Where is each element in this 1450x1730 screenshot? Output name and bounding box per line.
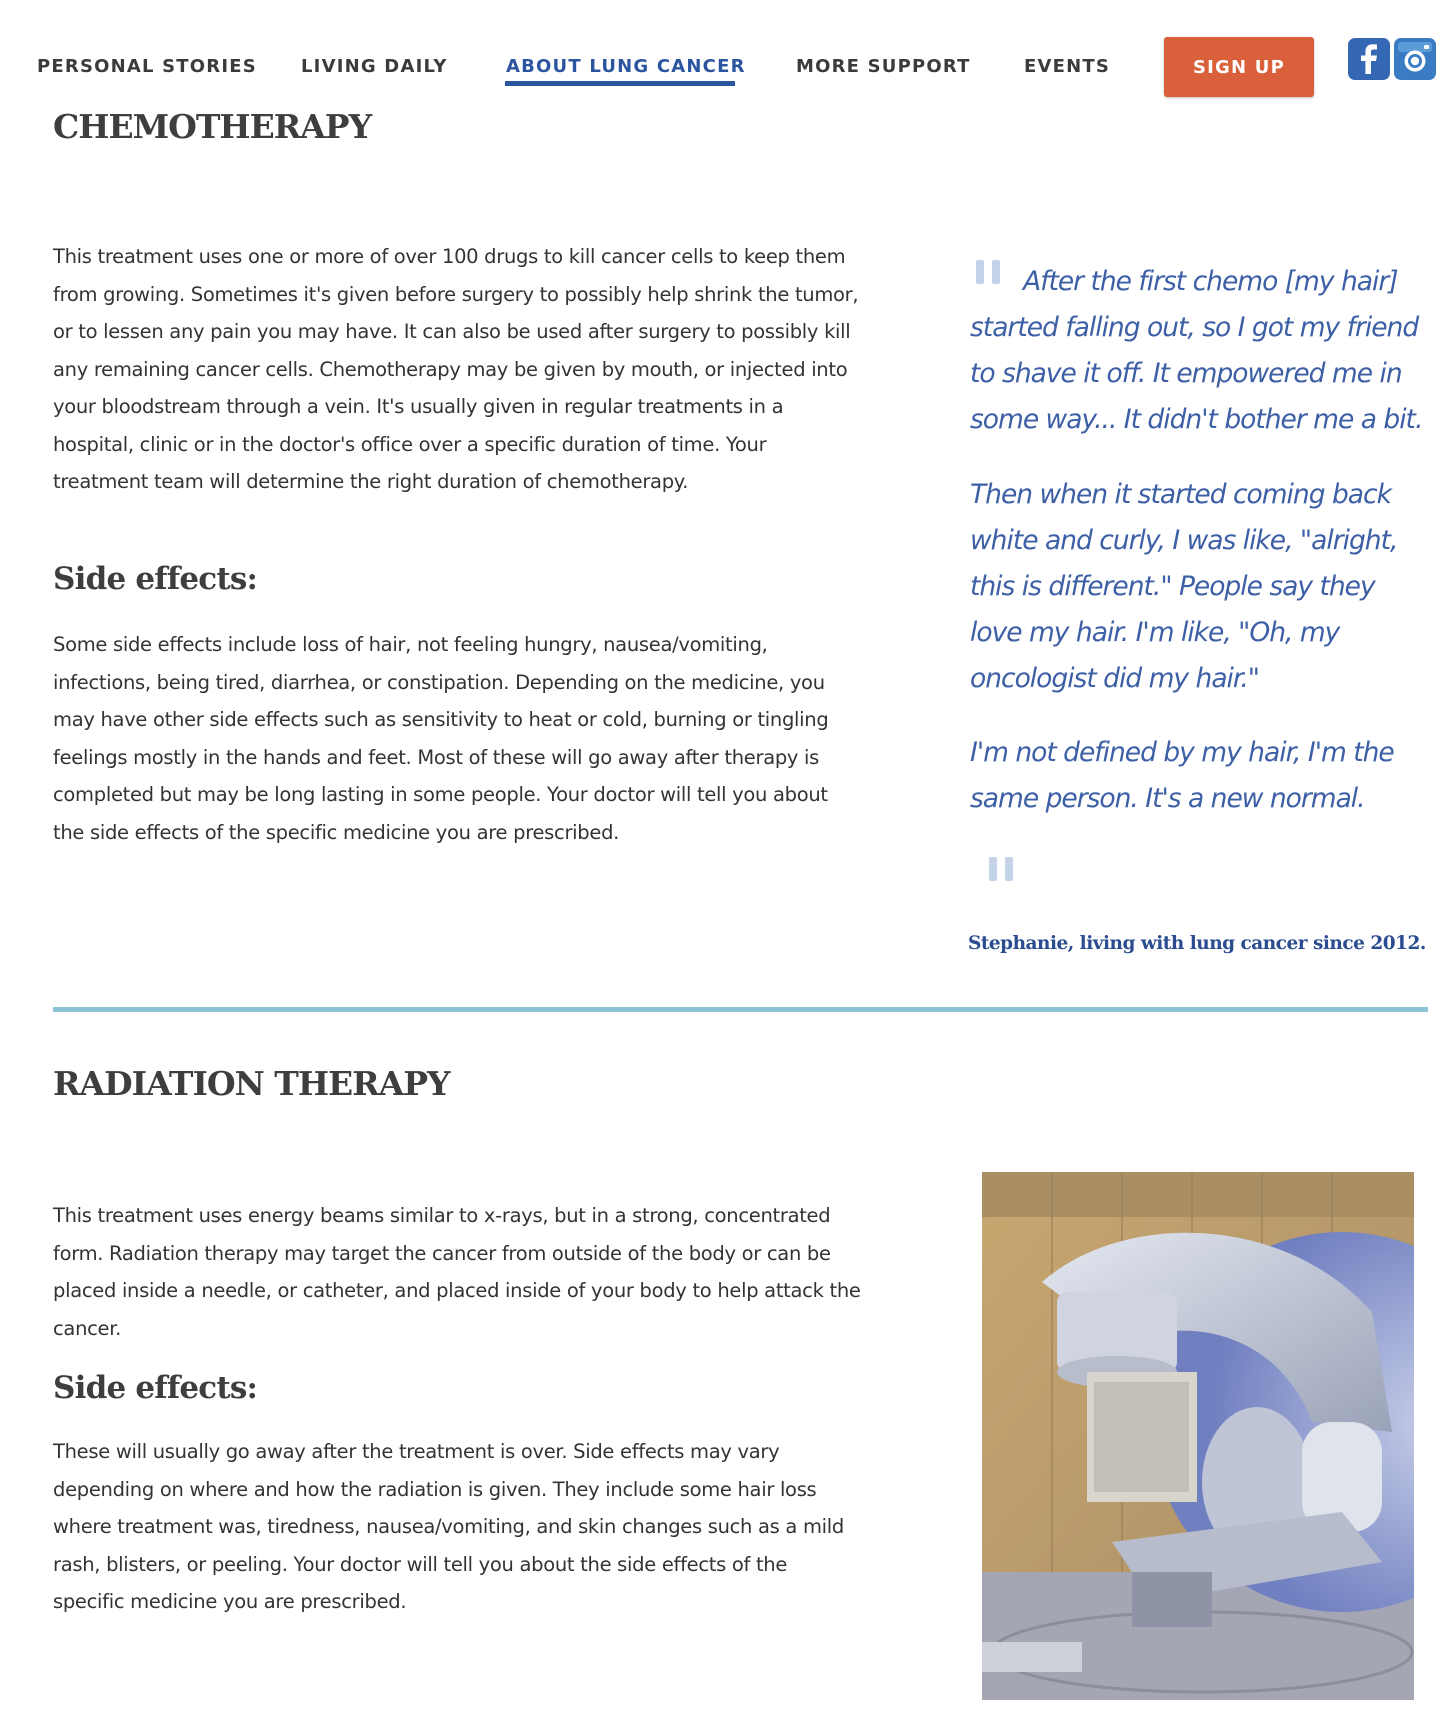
nav-personal-stories[interactable]: PERSONAL STORIES bbox=[37, 56, 257, 77]
chemo-side-effects-body: Some side effects include loss of hair, not feeling hungry, nausea/vomiting, infections, being tired, diarrhea, or constipation. Depending on the medicine, you may have other side effects such as sensitivity to heat or cold, burning or tingling feelings mostly in the hands and feet. Most of these will go away after therapy is completed but may be long lasting in some people. Your doctor will tell you about the side effects of the specific medicine you are prescribed. bbox=[53, 633, 829, 844]
section-divider bbox=[53, 1007, 1428, 1012]
nav-more-support[interactable]: MORE SUPPORT bbox=[796, 56, 971, 77]
close-quote-icon bbox=[986, 857, 1022, 885]
nav-active-underline bbox=[505, 81, 735, 86]
radiation-side-effects-title: Side effects: bbox=[53, 1370, 258, 1406]
nav-living-daily[interactable]: LIVING DAILY bbox=[301, 56, 448, 77]
chemotherapy-body: This treatment uses one or more of over 100 drugs to kill cancer cells to keep them from growing. Sometimes it's given before surgery to possibly help shrink the tumor, or to lessen any pain you may have. It can also be used after surgery to possibly kill any remaining cancer cells. Chemotherapy may be given by mouth, or injected into your bloodstream through a vein. It's usually given in regular treatments in a hospital, clinic or in the doctor's office over a specific duration of time. Your treatment team will determine the right duration of chemotherapy. bbox=[53, 245, 859, 493]
quote-attribution: Stephanie, living with lung cancer since 2012. bbox=[968, 933, 1426, 954]
nav-events[interactable]: EVENTS bbox=[1024, 56, 1111, 77]
nav-about-lung-cancer[interactable]: ABOUT LUNG CANCER bbox=[506, 56, 746, 77]
quote-paragraph-3: I'm not defined by my hair, I'm the same person. It's a new normal. bbox=[970, 737, 1394, 814]
radiation-body: This treatment uses energy beams similar to x-rays, but in a strong, concentrated form. Radiation therapy may target the cancer from outside of the body or can be placed inside a needle, or catheter, and placed inside of your body to help attack the cancer. bbox=[53, 1204, 861, 1340]
chemotherapy-title: CHEMOTHERAPY bbox=[53, 107, 372, 146]
instagram-icon[interactable] bbox=[1394, 38, 1436, 80]
quote-paragraph-1: After the first chemo [my hair] started falling out, so I got my friend to shave it off. It empowered me in some way... It didn't bother me a bit. bbox=[970, 266, 1423, 435]
chemo-side-effects-title: Side effects: bbox=[53, 561, 258, 597]
radiation-machine-photo bbox=[982, 1172, 1414, 1700]
quote-paragraph-2: Then when it started coming back white and curly, I was like, "alright, this is different." People say they love my hair. I'm like, "Oh, my oncologist did my hair." bbox=[970, 479, 1398, 694]
facebook-icon[interactable] bbox=[1348, 38, 1390, 80]
top-nav bbox=[0, 0, 1450, 110]
sign-up-button[interactable]: SIGN UP bbox=[1164, 37, 1314, 97]
radiation-side-effects-body: These will usually go away after the treatment is over. Side effects may vary depending on where and how the radiation is given. They include some hair loss where treatment was, tiredness, nausea/vomiting, and skin changes such as a mild rash, blisters, or peeling. Your doctor will tell you about the side effects of the specific medicine you are prescribed. bbox=[53, 1440, 844, 1613]
radiation-therapy-title: RADIATION THERAPY bbox=[53, 1064, 450, 1103]
